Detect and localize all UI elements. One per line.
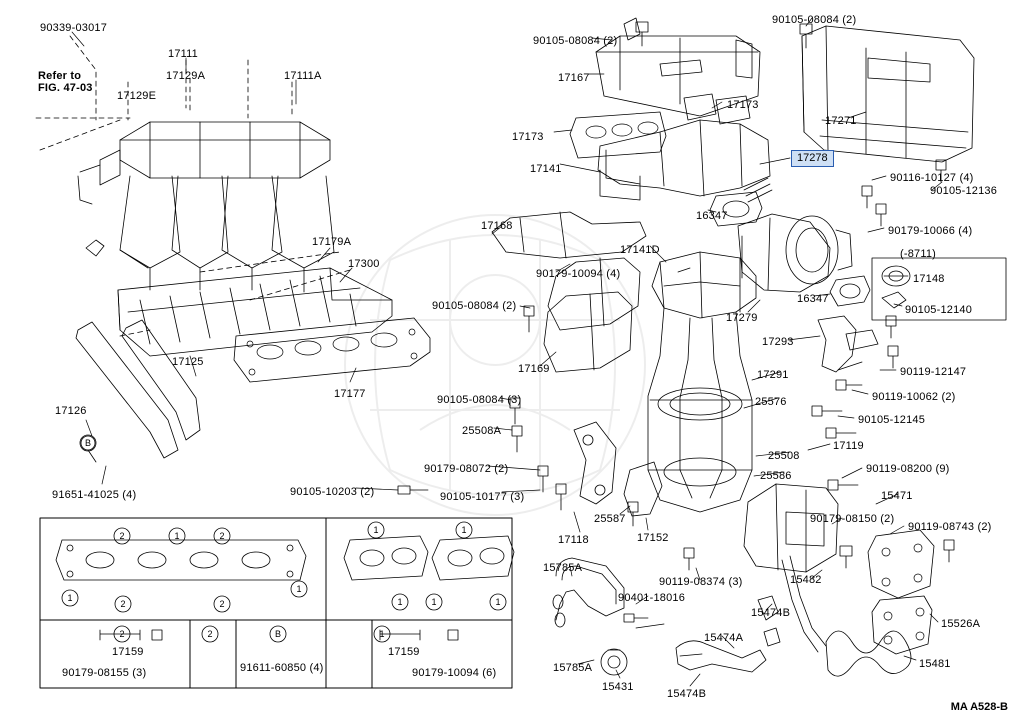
legend-part-number: 90179-08155 (3) — [62, 667, 147, 679]
svg-text:1: 1 — [461, 525, 467, 535]
part-label: 15526A — [941, 618, 981, 630]
svg-text:1: 1 — [174, 531, 180, 541]
legend-part-number: 17159 — [388, 646, 420, 658]
part-label: 90179-08150 (2) — [810, 513, 895, 525]
part-label: 17168 — [481, 220, 513, 232]
part-label: 17129A — [166, 70, 206, 82]
part-label: 90401-18016 — [618, 592, 686, 604]
svg-text:1: 1 — [67, 593, 73, 603]
part-label: 90119-10062 (2) — [872, 391, 956, 403]
part-label: 90105-08084 (2) — [432, 300, 517, 312]
part-label: 90105-12136 — [930, 185, 998, 197]
part-label: 15482 — [790, 574, 822, 586]
part-label: 90119-08200 (9) — [866, 463, 950, 475]
svg-text:1: 1 — [373, 525, 379, 535]
legend-part-number: 90179-10094 (6) — [412, 667, 497, 679]
part-label: 17125 — [172, 356, 204, 368]
part-label: 16347 — [696, 210, 728, 222]
part-label: 17271 — [825, 115, 857, 127]
part-label: 25587 — [594, 513, 626, 525]
part-label: 90119-12147 — [900, 366, 967, 378]
part-label: 17141D — [620, 244, 660, 256]
part-label: 25576 — [755, 396, 787, 408]
part-label: 91651-41025 (4) — [52, 489, 137, 501]
part-label: 90119-08374 (3) — [659, 576, 743, 588]
part-label: 15481 — [919, 658, 951, 670]
svg-text:2: 2 — [219, 531, 225, 541]
part-label: 17300 — [348, 258, 380, 270]
part-label: 17177 — [334, 388, 366, 400]
part-label: 90119-08743 (2) — [908, 521, 992, 533]
svg-text:1: 1 — [431, 597, 437, 607]
part-label: 17167 — [558, 72, 590, 84]
svg-text:2: 2 — [119, 531, 125, 541]
part-label: 17293 — [762, 336, 794, 348]
part-label: 15431 — [602, 681, 634, 693]
svg-text:2: 2 — [119, 629, 125, 639]
highlighted-part-17278[interactable]: 17278 — [791, 150, 834, 167]
part-label: 17119 — [833, 440, 864, 452]
part-label: 90116-10127 (4) — [890, 172, 974, 184]
diagram-code: MA A528-B — [950, 701, 1008, 713]
part-label: 90179-10094 (4) — [536, 268, 621, 280]
refer-note-line1: Refer to — [38, 70, 82, 82]
part-label: 90105-08084 (2) — [772, 14, 857, 26]
part-label: 17148 — [913, 273, 945, 285]
part-label: 17111A — [284, 70, 322, 82]
part-label: 17291 — [757, 369, 789, 381]
date-range-note: (-8711) — [900, 248, 937, 260]
svg-text:2: 2 — [219, 599, 225, 609]
part-label: 25508 — [768, 450, 800, 462]
part-label: 17118 — [558, 534, 589, 546]
part-label: 17152 — [637, 532, 669, 544]
part-label: 16347 — [797, 293, 829, 305]
part-label: 15785A — [543, 562, 583, 574]
part-label: 15471 — [881, 490, 913, 502]
legend-part-number: 17159 — [112, 646, 144, 658]
part-label: 15474B — [667, 688, 707, 700]
part-label: 15785A — [553, 662, 593, 674]
part-label: 90105-12145 — [858, 414, 926, 426]
part-label: 90105-08084 (2) — [533, 35, 618, 47]
part-label: 17169 — [518, 363, 550, 375]
part-label: 17126 — [55, 405, 87, 417]
svg-text:1: 1 — [296, 584, 302, 594]
part-label: 90105-10177 (3) — [440, 491, 525, 503]
part-label: 15474B — [751, 607, 791, 619]
legend-part-number: 91611-60850 (4) — [240, 662, 324, 674]
part-label: 15474A — [704, 632, 744, 644]
svg-text:1: 1 — [379, 629, 385, 639]
svg-text:B: B — [84, 438, 92, 448]
part-label: 17173 — [727, 99, 759, 111]
part-label: 25508A — [462, 425, 502, 437]
part-label: 90179-10066 (4) — [888, 225, 973, 237]
part-label: 90105-12140 — [905, 304, 973, 316]
svg-text:1: 1 — [397, 597, 403, 607]
svg-text:2: 2 — [207, 629, 213, 639]
part-label: 17141 — [530, 163, 562, 175]
part-label: 17179A — [312, 236, 352, 248]
svg-text:B: B — [274, 629, 282, 639]
part-label: 17173 — [512, 131, 544, 143]
svg-text:2: 2 — [120, 599, 126, 609]
part-label: 90105-08084 (3) — [437, 394, 522, 406]
svg-text:1: 1 — [495, 597, 501, 607]
part-label: 17129E — [117, 90, 157, 102]
part-label: 90339-03017 — [40, 22, 108, 34]
part-label: 90105-10203 (2) — [290, 486, 375, 498]
part-label: 25586 — [760, 470, 792, 482]
refer-note-line2: FIG. 47-03 — [38, 82, 93, 94]
part-label: 17111 — [168, 48, 198, 60]
part-label: 90179-08072 (2) — [424, 463, 509, 475]
part-label: 17279 — [726, 312, 758, 324]
